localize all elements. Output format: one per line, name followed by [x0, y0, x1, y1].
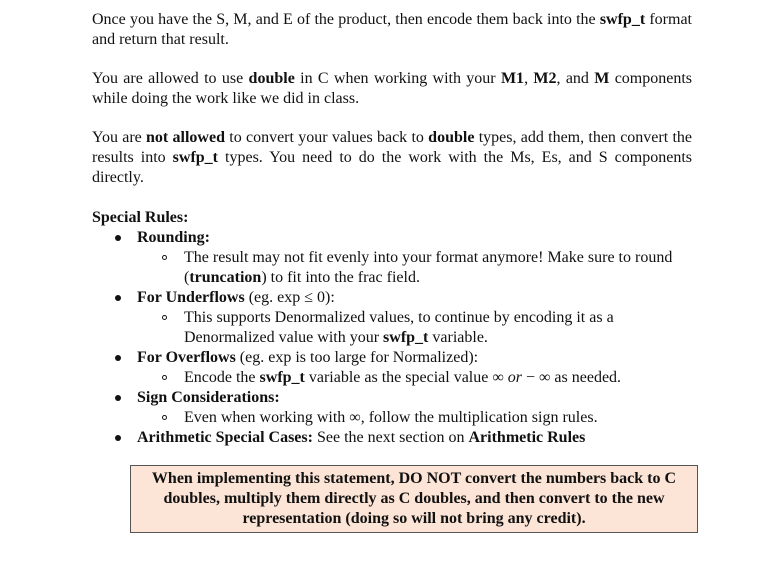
rule-overflows — [92, 348, 692, 388]
sub-list — [137, 308, 692, 348]
section-reference: Arithmetic Rules — [468, 429, 586, 446]
paragraph-encode — [92, 10, 692, 50]
circle-bullet-icon — [162, 315, 167, 320]
sub-item — [92, 368, 692, 388]
code-term: swfp_t — [259, 369, 305, 386]
rule-rounding — [92, 228, 692, 288]
sub-list — [137, 248, 692, 288]
text: (eg. exp is too large for Normalized): — [235, 349, 479, 366]
emphasis: not allowed — [146, 129, 225, 146]
emphasis: truncation — [189, 269, 262, 286]
bullet-icon — [115, 235, 121, 241]
text: , and — [556, 70, 595, 87]
text: See the next section on — [312, 429, 469, 446]
document-body — [92, 10, 692, 448]
text: variable. — [428, 329, 488, 346]
text: (eg. exp ≤ 0): — [244, 289, 335, 306]
rule-title: For Underflows — [137, 289, 245, 306]
text: types, add them, then convert the results into — [92, 129, 692, 166]
special-rules-heading: Special Rules: — [92, 209, 189, 226]
text: Even when working with ∞, follow the multiplication sign rules. — [184, 409, 598, 426]
text: You are allowed to use — [92, 70, 249, 87]
rule-title: Arithmetic Special Cases: — [137, 429, 313, 446]
rule-arithmetic — [92, 428, 692, 448]
text: in C when working with your — [294, 70, 501, 87]
term: M — [594, 70, 610, 87]
text: Once you have the S, M, and E of the product, then encode them back into the — [92, 11, 600, 28]
bullet-icon — [115, 355, 121, 361]
bullet-icon — [115, 295, 121, 301]
text: This supports Denormalized values, to continue by encoding it as a Denormalized value with your — [184, 309, 614, 346]
text: format and return that result. — [92, 11, 692, 48]
paragraph-allowed — [92, 69, 692, 109]
rule-sign — [92, 388, 692, 428]
special-rules-list — [92, 228, 692, 448]
bullet-icon — [115, 435, 121, 441]
bullet-icon — [115, 395, 121, 401]
sub-item — [92, 408, 692, 428]
code-term: double — [428, 129, 475, 146]
text: You are — [92, 129, 147, 146]
text: variable as the special value ∞ — [304, 369, 508, 386]
text: Encode the — [184, 369, 260, 386]
text: types. You need to do the work with the Ms, Es, and S components directly. — [92, 149, 692, 186]
circle-bullet-icon — [162, 415, 167, 420]
text: , — [524, 70, 534, 87]
circle-bullet-icon — [162, 255, 167, 260]
paragraph-not-allowed — [92, 128, 692, 188]
code-term: swfp_t — [383, 329, 429, 346]
rule-title: For Overflows — [137, 349, 236, 366]
rule-title: Rounding: — [137, 229, 210, 246]
warning-note-box: When implementing this statement, DO NOT convert the numbers back to C doubles, multiply them directly as C doubles, and then convert to the new representation (doing so will not bring any credit). — [130, 465, 698, 533]
text: The result may not fit evenly into your format anymore! Make sure to round ( — [184, 249, 673, 286]
term: M2 — [533, 70, 557, 87]
text: ) to fit into the frac field. — [261, 269, 420, 286]
text: components while doing the work like we did in class. — [92, 70, 693, 107]
text: to convert your values back to — [224, 129, 429, 146]
circle-bullet-icon — [162, 375, 167, 380]
term: M1 — [500, 70, 525, 87]
code-term: swfp_t — [172, 149, 219, 166]
math-or: or — [507, 369, 522, 386]
code-term: swfp_t — [599, 11, 646, 28]
sub-item — [92, 248, 692, 288]
rule-title: Sign Considerations: — [137, 389, 280, 406]
sub-list — [137, 368, 692, 388]
sub-list — [137, 408, 692, 428]
rule-underflows — [92, 288, 692, 348]
code-term: double — [248, 70, 295, 87]
sub-item — [92, 308, 692, 348]
text: − ∞ as needed. — [521, 369, 622, 386]
